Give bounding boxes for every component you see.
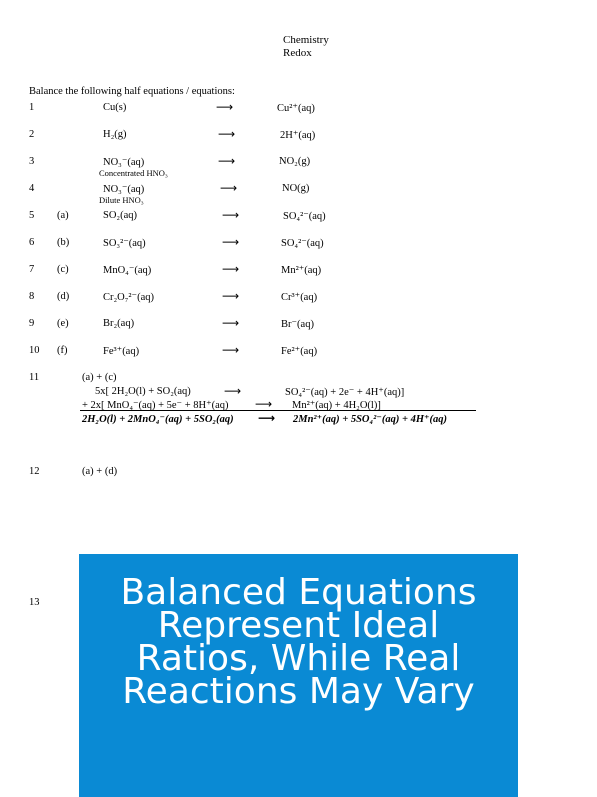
- equation-note: Dilute HNO₃: [99, 195, 144, 205]
- reaction-arrow: ⟶: [224, 384, 242, 398]
- question-number: 13: [29, 597, 40, 608]
- reaction-arrow: ⟶: [218, 154, 236, 168]
- subject-title: Chemistry: [283, 34, 329, 46]
- instruction-text: Balance the following half equations / equations:: [29, 86, 235, 97]
- equation-number: 4: [29, 183, 35, 194]
- equation-product: NO₂(g): [279, 156, 311, 167]
- equation-number: 6: [29, 237, 35, 248]
- equation-note: Concentrated HNO₃: [99, 168, 168, 178]
- question-label: (a) + (c): [82, 372, 117, 383]
- equation-reactant: Br₂(aq): [103, 318, 135, 329]
- reaction-arrow: ⟶: [222, 235, 240, 249]
- equation-reactant: Cr₂O₇²⁻(aq): [103, 292, 154, 303]
- banner-text: Balanced Equations Represent Ideal Ratios, While Real Reactions May Vary: [120, 572, 477, 712]
- equation-reactant: SO₂(aq): [103, 210, 137, 221]
- q11-line1-lhs: 5x[ 2H₂O(l) + SO₂(aq): [95, 386, 191, 397]
- equation-number: 7: [29, 264, 35, 275]
- equation-product: Cr³⁺(aq): [281, 292, 318, 303]
- equation-reactant: NO₃⁻(aq): [103, 184, 145, 195]
- equation-reactant: SO₃²⁻(aq): [103, 238, 146, 249]
- equation-number: 3: [29, 156, 35, 167]
- reaction-arrow: ⟶: [220, 181, 238, 195]
- reaction-arrow: ⟶: [222, 262, 240, 276]
- equation-product: SO₄²⁻(aq): [281, 238, 324, 249]
- reaction-arrow: ⟶: [216, 100, 234, 114]
- reaction-arrow: ⟶: [222, 343, 240, 357]
- equation-reactant: Cu(s): [103, 102, 127, 113]
- equation-letter: (e): [57, 318, 69, 329]
- sum-rule: [80, 410, 476, 411]
- equation-reactant: MnO₄⁻(aq): [103, 265, 152, 276]
- equation-number: 8: [29, 291, 35, 302]
- reaction-arrow: ⟶: [222, 316, 240, 330]
- equation-product: SO₄²⁻(aq): [283, 211, 326, 222]
- headline-banner: [79, 554, 518, 797]
- equation-product: Fe²⁺(aq): [281, 346, 318, 357]
- equation-number: 1: [29, 102, 35, 113]
- question-label: (a) + (d): [82, 466, 118, 477]
- reaction-arrow: ⟶: [222, 289, 240, 303]
- reaction-arrow: ⟶: [218, 127, 236, 141]
- q11-result-lhs: 2H₂O(l) + 2MnO₄⁻(aq) + 5SO₂(aq): [82, 414, 234, 425]
- equation-letter: (a): [57, 210, 69, 221]
- q11-result-rhs: 2Mn²⁺(aq) + 5SO₄²⁻(aq) + 4H⁺(aq): [293, 414, 448, 425]
- q11-line2-lhs: + 2x[ MnO₄⁻(aq) + 5e⁻ + 8H⁺(aq): [82, 400, 229, 411]
- equation-product: Cu²⁺(aq): [277, 103, 315, 114]
- equation-product: Br⁻(aq): [281, 319, 314, 330]
- equation-letter: (b): [57, 237, 70, 248]
- equation-number: 9: [29, 318, 35, 329]
- equation-product: NO(g): [282, 183, 310, 194]
- reaction-arrow: ⟶: [222, 208, 240, 222]
- equation-reactant: Fe³⁺(aq): [103, 346, 140, 357]
- question-number: 12: [29, 466, 40, 477]
- reaction-arrow: ⟶: [258, 411, 276, 425]
- equation-letter: (f): [57, 345, 68, 356]
- equation-product: Mn²⁺(aq): [281, 265, 322, 276]
- equation-letter: (d): [57, 291, 70, 302]
- reaction-arrow: ⟶: [255, 397, 273, 411]
- equation-number: 10: [29, 345, 40, 356]
- equation-product: 2H⁺(aq): [280, 130, 316, 141]
- equation-reactant: H₂(g): [103, 129, 127, 140]
- equation-number: 2: [29, 129, 35, 140]
- equation-number: 5: [29, 210, 35, 221]
- q11-line1-rhs: SO₄²⁻(aq) + 2e⁻ + 4H⁺(aq)]: [285, 387, 405, 398]
- topic-title: Redox: [283, 47, 312, 59]
- equation-reactant: NO₃⁻(aq): [103, 157, 145, 168]
- q11-line2-rhs: Mn²⁺(aq) + 4H₂O(l)]: [292, 400, 381, 411]
- equation-letter: (c): [57, 264, 69, 275]
- question-number: 11: [29, 372, 40, 383]
